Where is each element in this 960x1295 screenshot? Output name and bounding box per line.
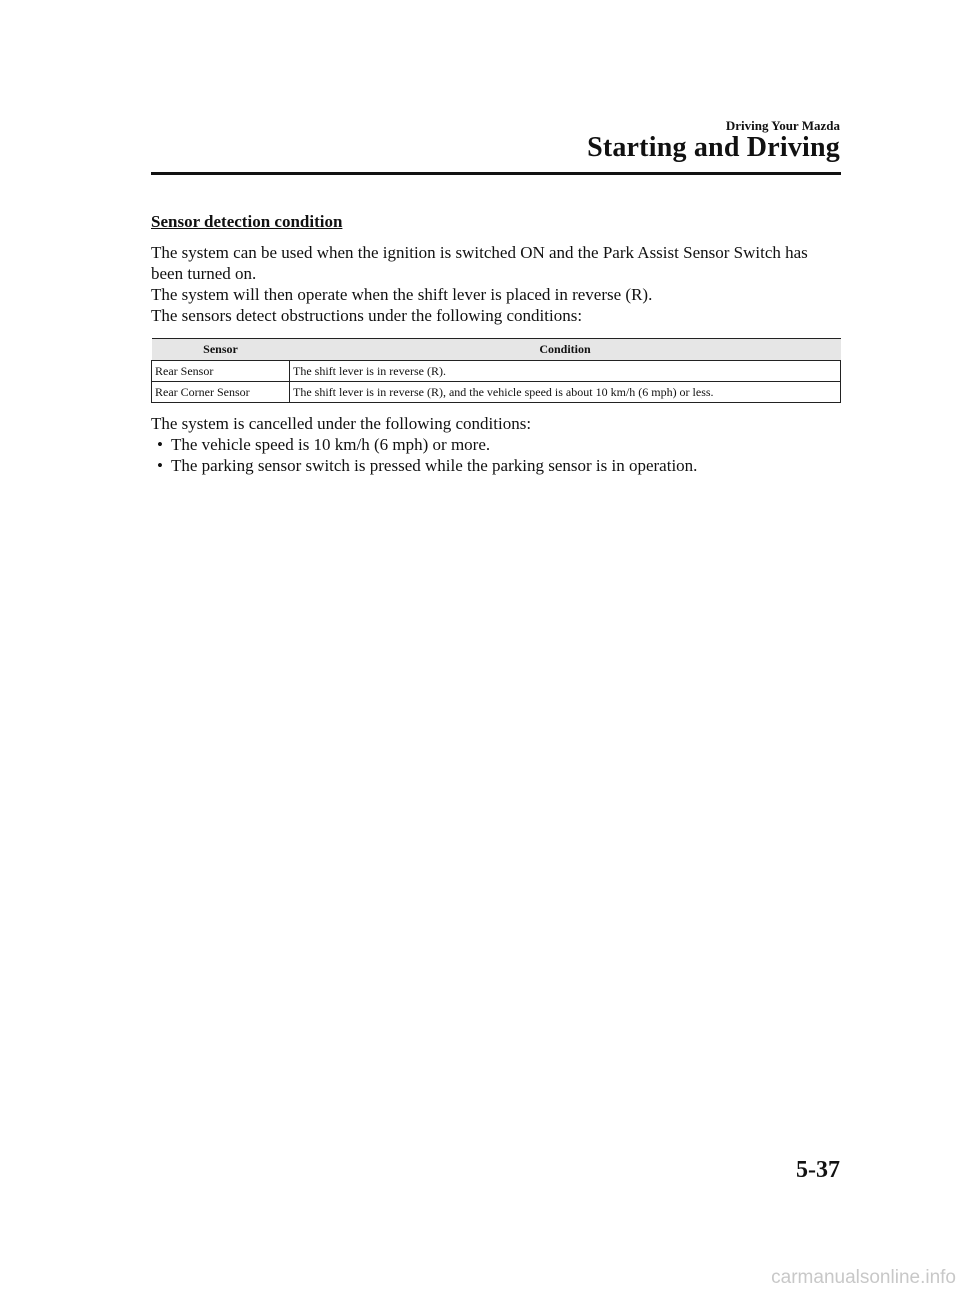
bullet-icon: •: [157, 435, 163, 454]
subsection-heading: Sensor detection condition: [151, 212, 343, 231]
table-cell-condition: The shift lever is in reverse (R), and the vehicle speed is about 10 km/h (6 mph) or less.: [290, 382, 841, 403]
list-item: [151, 434, 841, 455]
page-number: 5-37: [796, 1157, 840, 1183]
table-cell-condition: The shift lever is in reverse (R).: [290, 361, 841, 382]
list-item: [151, 455, 841, 476]
table-cell-sensor: Rear Corner Sensor: [152, 382, 290, 403]
paragraph-system-usage: The system can be used when the ignition is switched ON and the Park Assist Sensor Switch has been turned on.: [151, 243, 808, 283]
list-item-text: The vehicle speed is 10 km/h (6 mph) or more.: [171, 435, 491, 454]
table-header-row: [152, 339, 841, 361]
bullet-icon: •: [157, 456, 163, 475]
table-cell-sensor: Rear Sensor: [152, 361, 290, 382]
paragraph-cancel-intro: The system is cancelled under the following conditions:: [151, 414, 532, 433]
condition-table: [151, 338, 841, 403]
main-content: [151, 212, 841, 476]
table-row: [152, 361, 841, 382]
cancel-conditions-list: [151, 434, 841, 476]
watermark-text: carmanualsonline.info: [771, 1267, 956, 1288]
section-title: Starting and Driving: [587, 132, 840, 163]
paragraph-detect-intro: The sensors detect obstructions under the following conditions:: [151, 306, 583, 325]
title-rule: [151, 172, 841, 175]
table-row: [152, 382, 841, 403]
column-header-condition: Condition: [290, 339, 841, 361]
column-header-sensor: Sensor: [152, 339, 290, 361]
paragraph-operation: The system will then operate when the shift lever is placed in reverse (R).: [151, 285, 653, 304]
section-kicker: Driving Your Mazda: [725, 118, 840, 133]
list-item-text: The parking sensor switch is pressed while the parking sensor is in operation.: [171, 456, 698, 475]
